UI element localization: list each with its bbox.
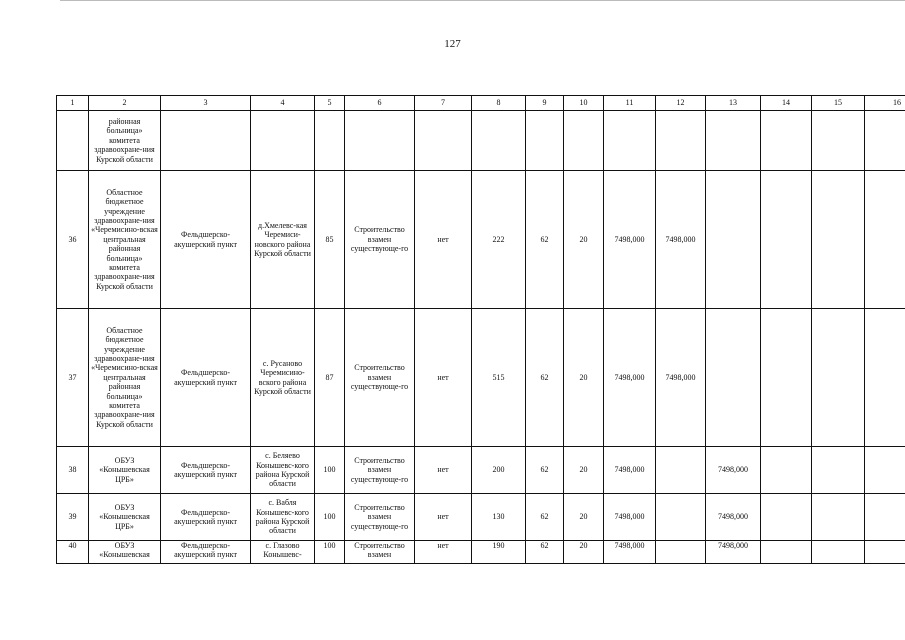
header-cell: 14: [761, 96, 812, 111]
header-cell: 11: [604, 96, 656, 111]
cell-col5: 100: [315, 494, 345, 541]
cell-col14: [761, 171, 812, 309]
cell-col10: 20: [564, 171, 604, 309]
cell-construction-type: Строительство взамен существующе-го: [345, 494, 415, 541]
cell-location: с. Вабля Конышевс-кого района Курской области: [251, 494, 315, 541]
cell-col8: 515: [472, 309, 526, 447]
cell-col13: 7498,000: [706, 541, 761, 564]
cell-col12: [656, 494, 706, 541]
cell-col7: нет: [415, 494, 472, 541]
cell-col13: [706, 309, 761, 447]
header-cell: 12: [656, 96, 706, 111]
cell-col8: 130: [472, 494, 526, 541]
cell-col9: [526, 111, 564, 171]
cell-construction-type-text: Строительство взамен: [354, 541, 405, 560]
cell-organization: ОБУЗ «Конышевская ЦРБ»: [89, 447, 161, 494]
cell-col15: [812, 171, 865, 309]
cell-col11: 7498,000: [604, 309, 656, 447]
cell-col14: [761, 447, 812, 494]
cell-col11: 7498,000: [604, 171, 656, 309]
cell-location-text: с. Глазово Конышевс-: [263, 541, 302, 560]
top-scan-rule: [60, 0, 905, 1]
cell-number: 39: [57, 494, 89, 541]
cell-col14: [761, 541, 812, 564]
cell-number: 36: [57, 171, 89, 309]
table-row-40: [57, 541, 905, 564]
header-cell: 6: [345, 96, 415, 111]
cell-construction-type: Строительство взамен существующе-го: [345, 171, 415, 309]
cell-col7: нет: [415, 171, 472, 309]
cell-col11: 7498,000: [604, 494, 656, 541]
cell-col11: 7498,000: [604, 541, 656, 564]
cell-col10: 20: [564, 309, 604, 447]
page-number: 127: [444, 38, 461, 50]
table-row-37: [57, 309, 905, 447]
cell-col15: [812, 111, 865, 171]
cell-facility-type: Фельдшерско-акушерский пункт: [161, 447, 251, 494]
cell-col12: 7498,000: [656, 171, 706, 309]
cell-col11: 7498,000: [604, 447, 656, 494]
header-cell: 2: [89, 96, 161, 111]
cell-location: [251, 111, 315, 171]
cell-col16: [865, 111, 905, 171]
cell-number: 40: [57, 541, 89, 564]
table-row-continuation: [57, 111, 905, 171]
cell-location: с. Беляево Конышевс-кого района Курской области: [251, 447, 315, 494]
header-cell: 15: [812, 96, 865, 111]
cell-organization: Областное бюджетное учреждение здравоохране-ния «Черемисино-вская центральная районная больница» комитета здравоохране-ния Курской области: [89, 309, 161, 447]
cell-organization-text: ОБУЗ «Конышевская: [99, 541, 150, 560]
cell-col5: 85: [315, 171, 345, 309]
header-cell: 10: [564, 96, 604, 111]
cell-col10: 20: [564, 494, 604, 541]
cell-col8: 200: [472, 447, 526, 494]
cell-col9: 62: [526, 447, 564, 494]
cell-number: 37: [57, 309, 89, 447]
header-cell: 8: [472, 96, 526, 111]
cell-facility-type: [161, 111, 251, 171]
cell-col9: 62: [526, 171, 564, 309]
cell-col14: [761, 309, 812, 447]
cell-col12: 7498,000: [656, 309, 706, 447]
cell-col7: нет: [415, 309, 472, 447]
cell-col10: 20: [564, 541, 604, 564]
cell-construction-type: [345, 541, 415, 564]
cell-construction-type: Строительство взамен существующе-го: [345, 447, 415, 494]
cell-col5: [315, 111, 345, 171]
cell-col7: нет: [415, 541, 472, 564]
cell-organization: [89, 541, 161, 564]
cell-col14: [761, 494, 812, 541]
cell-col16: [865, 171, 905, 309]
cell-col13: 7498,000: [706, 494, 761, 541]
cell-col5: 100: [315, 541, 345, 564]
cell-col9: 62: [526, 541, 564, 564]
header-cell: 1: [57, 96, 89, 111]
header-cell: 3: [161, 96, 251, 111]
cell-col9: 62: [526, 309, 564, 447]
header-cell: 9: [526, 96, 564, 111]
cell-col10: [564, 111, 604, 171]
cell-facility-type: Фельдшерско-акушерский пункт: [161, 494, 251, 541]
cell-col16: [865, 447, 905, 494]
table-row-38: [57, 447, 905, 494]
header-cell: 4: [251, 96, 315, 111]
cell-facility-type: Фельдшерско-акушерский пункт: [161, 309, 251, 447]
cell-col16: [865, 494, 905, 541]
cell-col8: 190: [472, 541, 526, 564]
cell-number: [57, 111, 89, 171]
cell-col5: 87: [315, 309, 345, 447]
cell-col15: [812, 447, 865, 494]
cell-construction-type: [345, 111, 415, 171]
header-cell: 16: [865, 96, 905, 111]
cell-construction-type: Строительство взамен существующе-го: [345, 309, 415, 447]
cell-facility-type: Фельдшерско-акушерский пункт: [161, 171, 251, 309]
cell-organization: Областное бюджетное учреждение здравоохране-ния «Черемисино-вская центральная районная больница» комитета здравоохране-ния Курской области: [89, 171, 161, 309]
cell-col15: [812, 494, 865, 541]
cell-col7: нет: [415, 447, 472, 494]
cell-col8: 222: [472, 171, 526, 309]
header-cell: 5: [315, 96, 345, 111]
cell-col12: [656, 541, 706, 564]
cell-col8: [472, 111, 526, 171]
header-cell: 13: [706, 96, 761, 111]
cell-col9: 62: [526, 494, 564, 541]
cell-col12: [656, 111, 706, 171]
table-header-row: [57, 96, 905, 111]
cell-col16: [865, 309, 905, 447]
cell-facility-type-text: Фельдшерско-акушерский пункт: [174, 541, 237, 560]
cell-location: д.Хмелевс-кая Черемиси-новского района Курской области: [251, 171, 315, 309]
cell-col13: [706, 171, 761, 309]
cell-col15: [812, 541, 865, 564]
cell-col13: 7498,000: [706, 447, 761, 494]
cell-col15: [812, 309, 865, 447]
cell-col7: [415, 111, 472, 171]
cell-organization: ОБУЗ «Конышевская ЦРБ»: [89, 494, 161, 541]
cell-number: 38: [57, 447, 89, 494]
cell-col11: [604, 111, 656, 171]
cell-col13: [706, 111, 761, 171]
facility-table: [56, 95, 905, 564]
cell-location: [251, 541, 315, 564]
cell-col5: 100: [315, 447, 345, 494]
cell-col16: [865, 541, 905, 564]
cell-location: с. Русаново Черемисино-вского района Курской области: [251, 309, 315, 447]
cell-col14: [761, 111, 812, 171]
header-cell: 7: [415, 96, 472, 111]
cell-col10: 20: [564, 447, 604, 494]
cell-organization: районная больница» комитета здравоохране-ния Курской области: [89, 111, 161, 171]
table-row-39: [57, 494, 905, 541]
cell-facility-type: [161, 541, 251, 564]
cell-col12: [656, 447, 706, 494]
table-row-36: [57, 171, 905, 309]
